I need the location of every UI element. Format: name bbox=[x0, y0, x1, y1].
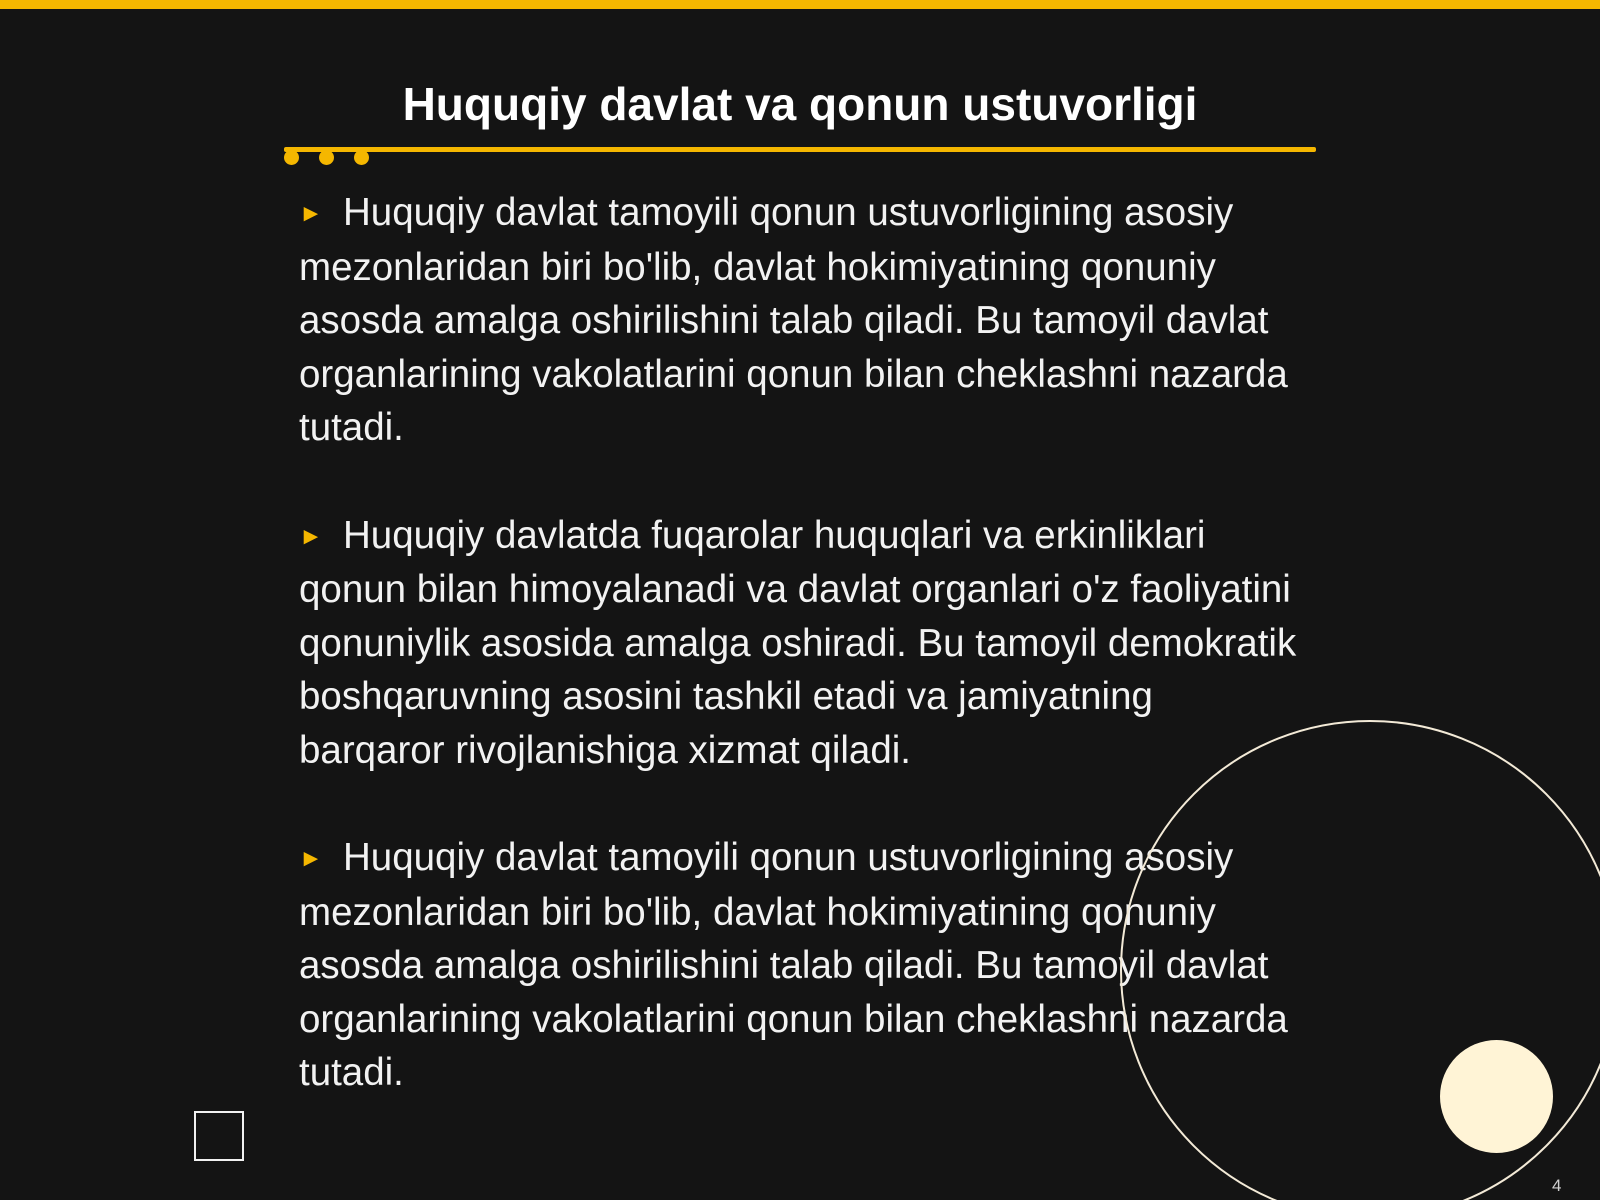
decorative-disc bbox=[1440, 1040, 1553, 1153]
title-underline bbox=[284, 147, 1316, 152]
bullet-arrow-icon: ► bbox=[299, 200, 323, 227]
decorative-square bbox=[194, 1111, 244, 1161]
bullet-arrow-icon: ► bbox=[299, 845, 323, 872]
bullet-text: Huquqiy davlat tamoyili qonun ustuvorligining asosiy mezonlaridan biri bo'lib, davlat hokimiyatining qonuniy asosda amalga oshirilishini talab qiladi. Bu tamoyil davlat organlarining vakolatlarini qonun bilan cheklashni nazarda tutadi. bbox=[299, 191, 1288, 449]
top-accent-bar bbox=[0, 0, 1600, 9]
bullet-item bbox=[299, 509, 1309, 778]
bullet-text: Huquqiy davlatda fuqarolar huquqlari va erkinliklari qonun bilan himoyalanadi va davlat organlari o'z faoliyatini qonuniylik asosida amalga oshiradi. Bu tamoyil demokratik boshqaruvning asosini tashkil etadi va jamiyatning barqaror rivojlanishiga xizmat qiladi. bbox=[299, 513, 1297, 772]
bullet-text: Huquqiy davlat tamoyili qonun ustuvorligining asosiy mezonlaridan biri bo'lib, davlat hokimiyatining qonuniy asosda amalga oshirilishini talab qiladi. Bu tamoyil davlat organlarining vakolatlarini qonun bilan cheklashni nazarda tutadi. bbox=[299, 836, 1288, 1094]
bullet-arrow-icon: ► bbox=[299, 522, 323, 550]
bullet-item bbox=[299, 186, 1309, 455]
decorative-dot bbox=[284, 150, 299, 165]
slide-title: Huquqiy davlat va qonun ustuvorligi bbox=[402, 78, 1198, 130]
decorative-dot bbox=[319, 150, 334, 165]
decorative-dot bbox=[354, 150, 369, 165]
page-number: 4 bbox=[1552, 1176, 1562, 1195]
